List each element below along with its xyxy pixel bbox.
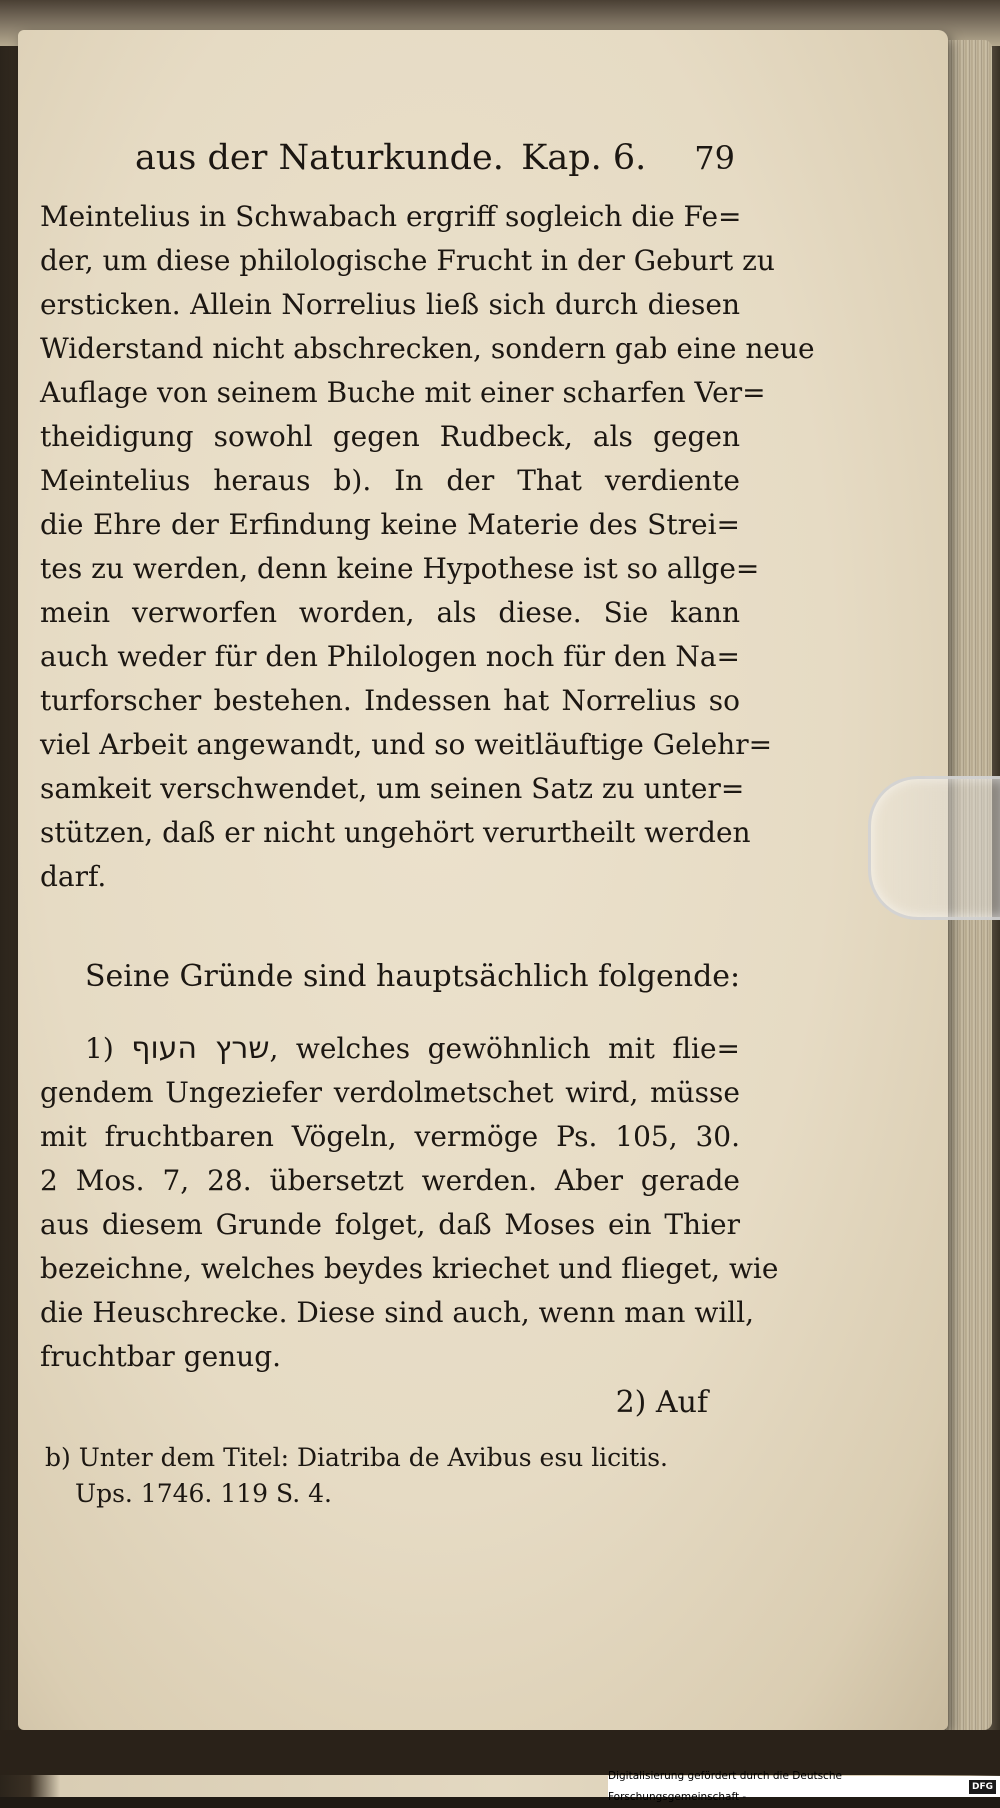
dfg-logo: DFG — [969, 1780, 996, 1794]
body-line: tes zu werden, denn keine Hypothese ist so allge= — [40, 552, 760, 585]
footnote-line: Ups. 1746. 119 S. 4. — [75, 1479, 332, 1508]
point-one-line: mit fruchtbaren Vögeln, vermöge Ps. 105, 30. — [40, 1120, 740, 1153]
body-line: auch weder für den Philologen noch für den Na= — [40, 640, 740, 673]
body-line: samkeit verschwendet, um seinen Satz zu unter= — [40, 772, 745, 805]
footnote-line: b) Unter dem Titel: Diatriba de Avibus esu licitis. — [45, 1443, 668, 1472]
page-number: 79 — [694, 139, 735, 177]
hebrew-term: שרץ העוף — [131, 1031, 270, 1066]
body-line: stützen, daß er nicht ungehört verurtheilt werden — [40, 816, 751, 849]
point-one-line: bezeichne, welches beydes kriechet und flieget, wie — [40, 1252, 779, 1285]
body-line: theidigung sowohl gegen Rudbeck, als gegen — [40, 420, 740, 453]
digitization-credit — [608, 1769, 1000, 1803]
point-one-line-rest: , welches gewöhnlich mit flie= — [269, 1032, 741, 1065]
body-line: mein verworfen worden, als diese. Sie kann — [40, 596, 740, 629]
point-one-line: aus diesem Grunde folget, daß Moses ein Thier — [40, 1208, 740, 1241]
running-header — [135, 138, 735, 190]
point-one-first-line — [85, 1030, 740, 1068]
point-one-line: fruchtbar genug. — [40, 1340, 282, 1373]
body-line: Meintelius in Schwabach ergriff sogleich die Fe= — [40, 200, 742, 233]
body-line: Meintelius heraus b). In der That verdiente — [40, 464, 740, 497]
point-number: 1) — [85, 1032, 114, 1065]
body-line: Widerstand nicht abschrecken, sondern gab eine neue — [40, 332, 815, 365]
catchword: 2) Auf — [615, 1385, 708, 1420]
point-one-line: gendem Ungeziefer verdolmetschet wird, müsse — [40, 1076, 740, 1109]
body-line: die Ehre der Erfindung keine Materie des Strei= — [40, 508, 740, 541]
point-one-line: 2 Mos. 7, 28. übersetzt werden. Aber gerade — [40, 1164, 740, 1197]
credit-text: Digitalisierung gefördert durch die Deutsche Forschungsgemeinschaft - — [608, 1769, 842, 1803]
running-title: aus der Naturkunde. — [135, 138, 504, 178]
body-line: turforscher bestehen. Indessen hat Norrelius so — [40, 684, 740, 717]
body-line: Auflage von seinem Buche mit einer scharfen Ver= — [40, 376, 766, 409]
body-line: darf. — [40, 860, 107, 893]
body-line: viel Arbeit angewandt, und so weitläuftige Gelehr= — [40, 728, 773, 761]
body-line: der, um diese philologische Frucht in der Geburt zu — [40, 244, 775, 277]
chapter-label: Kap. 6. — [521, 138, 647, 178]
point-one-line: die Heuschrecke. Diese sind auch, wenn man will, — [40, 1296, 755, 1329]
body-line: ersticken. Allein Norrelius ließ sich durch diesen — [40, 288, 740, 321]
section-heading: Seine Gründe sind hauptsächlich folgende: — [85, 959, 741, 994]
